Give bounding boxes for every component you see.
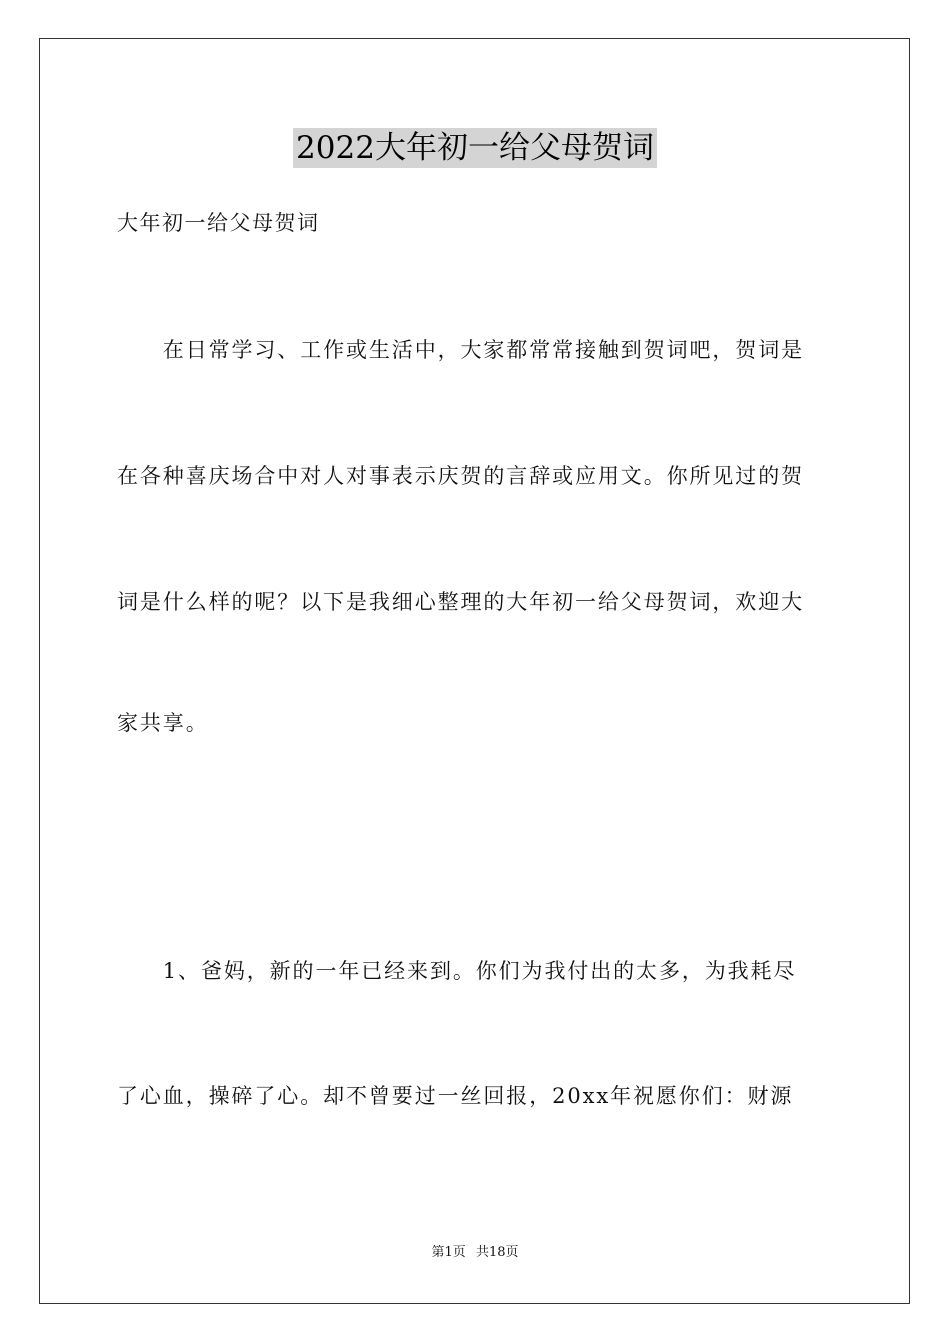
paragraph-line: 1、爸妈，新的一年已经来到。你们为我付出的太多，为我耗尽 xyxy=(117,959,797,983)
page-footer xyxy=(0,1244,950,1262)
paragraph-line: 在日常学习、工作或生活中，大家都常常接触到贺词吧，贺词是 xyxy=(117,338,804,362)
paragraph-line: 了心血，操碎了心。却不曾要过一丝回报，20xx年祝愿你们：财源 xyxy=(117,1084,794,1108)
paragraph-line: 词是什么样的呢？以下是我细心整理的大年初一给父母贺词，欢迎大 xyxy=(117,590,804,614)
paragraph-line: 在各种喜庆场合中对人对事表示庆贺的言辞或应用文。你所见过的贺 xyxy=(117,464,804,488)
page-total: 共18页 xyxy=(475,1245,519,1260)
paragraph-line: 家共享。 xyxy=(117,711,209,735)
document-title: 2022大年初一给父母贺词 xyxy=(293,128,657,168)
document-subtitle: 大年初一给父母贺词 xyxy=(117,211,320,235)
title-container xyxy=(0,128,950,168)
page-number: 第1页 xyxy=(431,1245,466,1260)
